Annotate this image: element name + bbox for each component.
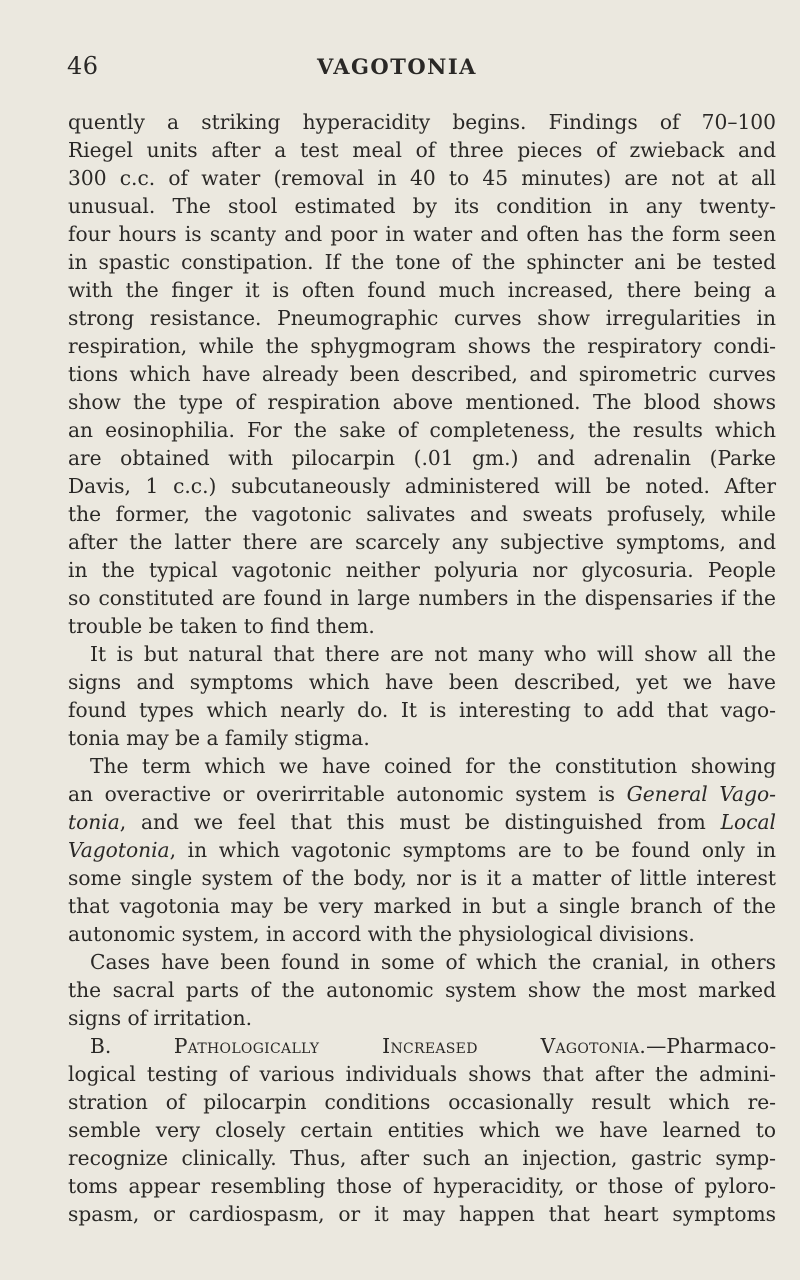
page-header: [67, 52, 767, 88]
text-fragment: , in which vagotonic symptoms are to be found only in: [169, 838, 776, 862]
text-line: Davis, 1 c.c.) subcutaneously administered will be noted. After: [68, 474, 776, 498]
text-line: 300 c.c. of water (removal in 40 to 45 minutes) are not at all: [68, 166, 776, 190]
text-line: the sacral parts of the autonomic system show the most marked: [68, 978, 776, 1002]
text-line: in spastic constipation. If the tone of the sphincter ani be tested: [68, 250, 776, 274]
text-line: recognize clinically. Thus, after such an injection, gastric symp-: [68, 1146, 776, 1170]
text-line: an eosinophilia. For the sake of completeness, the results which: [68, 418, 776, 442]
text-line: toms appear resembling those of hyperacidity, or those of pyloro-: [68, 1174, 776, 1198]
text-line: show the type of respiration above mentioned. The blood shows: [68, 390, 776, 414]
text-line: after the latter there are scarcely any subjective symptoms, and: [68, 530, 776, 554]
text-fragment: —Pharmaco-: [646, 1034, 777, 1058]
text-line: with the finger it is often found much increased, there being a: [68, 278, 776, 302]
text-line: trouble be taken to find them.: [68, 614, 375, 638]
text-line: signs of irritation.: [68, 1006, 253, 1030]
italic-term: Local: [720, 810, 776, 834]
text-line: quently a striking hyperacidity begins. Findings of 70–100: [68, 110, 776, 134]
text-line: found types which nearly do. It is interesting to add that vago-: [68, 698, 776, 722]
text-line: [68, 780, 776, 808]
text-line: strong resistance. Pneumographic curves show irregularities in: [68, 306, 776, 330]
italic-term: tonia: [68, 810, 120, 834]
italic-term: Vagotonia: [68, 838, 170, 862]
text-line: [68, 836, 776, 864]
text-line: are obtained with pilocarpin (.01 gm.) and adrenalin (Parke: [68, 446, 776, 470]
text-line: autonomic system, in accord with the physiological divisions.: [68, 922, 695, 946]
text-line: The term which we have coined for the constitution showing: [90, 754, 776, 778]
text-line: so constituted are found in large numbers in the dispensaries if the: [68, 586, 776, 610]
text-line: Cases have been found in some of which the cranial, in others: [90, 950, 776, 974]
text-line: logical testing of various individuals shows that after the admini-: [68, 1062, 776, 1086]
text-line: [68, 808, 776, 836]
text-line: semble very closely certain entities which we have learned to: [68, 1118, 776, 1142]
text-line: respiration, while the sphygmogram shows the respiratory condi-: [68, 334, 776, 358]
text-fragment: , and we feel that this must be distinguished from: [119, 810, 706, 834]
page-number: 46: [67, 52, 99, 80]
text-line: four hours is scanty and poor in water and often has the form seen: [68, 222, 776, 246]
text-fragment: an overactive or overirritable autonomic system is: [68, 782, 616, 806]
text-line: unusual. The stool estimated by its condition in any twenty-: [68, 194, 776, 218]
text-line: spasm, or cardiospasm, or it may happen that heart symptoms: [68, 1202, 776, 1226]
text-line: signs and symptoms which have been described, yet we have: [68, 670, 776, 694]
section-label: B.: [90, 1034, 112, 1058]
text-line: that vagotonia may be very marked in but a single branch of the: [68, 894, 776, 918]
text-line: stration of pilocarpin conditions occasionally result which re-: [68, 1090, 776, 1114]
text-line: some single system of the body, nor is it a matter of little interest: [68, 866, 776, 890]
text-line: in the typical vagotonic neither polyuria nor glycosuria. People: [68, 558, 776, 582]
text-line: [68, 1032, 776, 1060]
text-line: It is but natural that there are not many who will show all the: [90, 642, 776, 666]
text-line: the former, the vagotonic salivates and sweats profusely, while: [68, 502, 776, 526]
running-head: VAGOTONIA: [317, 54, 477, 79]
text-line: Riegel units after a test meal of three pieces of zwieback and: [68, 138, 776, 162]
text-line: tonia may be a family stigma.: [68, 726, 370, 750]
section-heading: Pathologically Increased Vagotonia.: [173, 1034, 647, 1058]
italic-term: General Vago-: [626, 782, 776, 806]
body-text: [68, 108, 776, 1228]
text-line: tions which have already been described, and spirometric curves: [68, 362, 776, 386]
